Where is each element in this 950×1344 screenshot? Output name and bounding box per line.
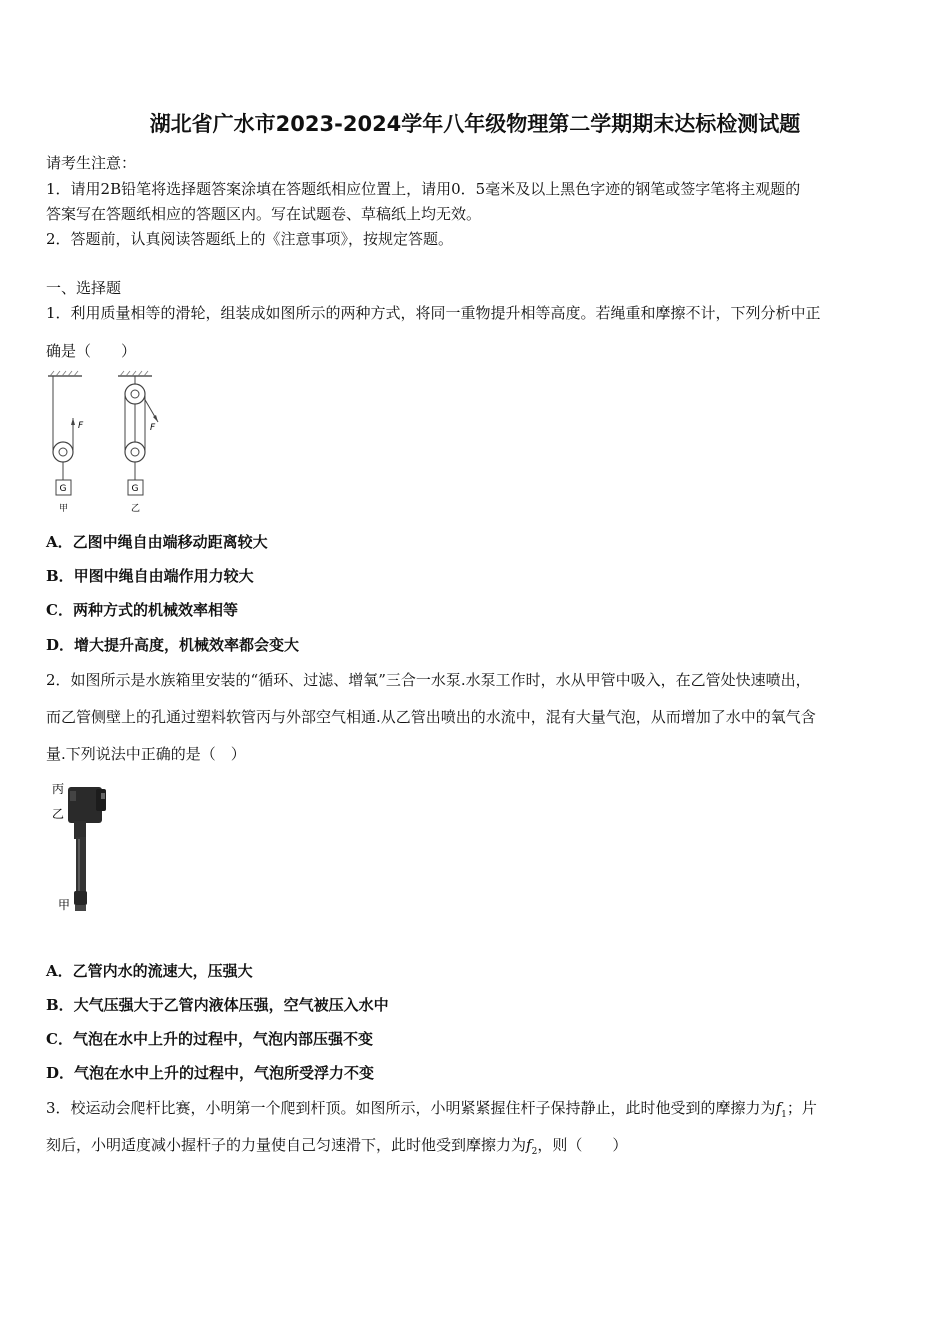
q2-option-c: C．气泡在水中上升的过程中，气泡内部压强不变 — [46, 1030, 373, 1048]
q2-option-a: A．乙管内水的流速大，压强大 — [46, 962, 253, 980]
q3-f2-sub: 2 — [531, 1147, 538, 1157]
q1-option-b: B．甲图中绳自由端作用力较大 — [46, 567, 254, 585]
q3-stem-part-4: ，则（ ） — [537, 1136, 628, 1154]
q1-option-c: C．两种方式的机械效率相等 — [46, 601, 238, 619]
q1-figure-label-right: 乙 — [131, 504, 141, 514]
q1-figure-force-right: F — [150, 423, 156, 433]
q2-figure-label-jia: 甲 — [58, 898, 71, 912]
section-heading: 一、选择题 — [46, 279, 122, 297]
q1-figure-weight-left: G — [59, 484, 67, 494]
q1-figure-force: F — [78, 421, 84, 431]
q2-stem-cont-1: 而乙管侧壁上的孔通过塑料软管丙与外部空气相通.从乙管出喷出的水流中，混有大量气泡，从而增加了水中的氧气含 — [46, 708, 816, 726]
q1-stem: 1．利用质量相等的滑轮，组装成如图所示的两种方式，将同一重物提升相等高度。若绳重和摩擦不计，下列分析中正 — [46, 304, 821, 322]
pump-figure — [46, 775, 116, 920]
q2-stem: 2．如图所示是水族箱里安装的“循环、过滤、增氧”三合一水泵.水泵工作时，水从甲管中吸入，在乙管处快速喷出， — [46, 671, 811, 689]
q1-figure-weight-right: G — [131, 484, 139, 494]
q2-figure-label-yi: 乙 — [52, 807, 65, 821]
notice-item-1-cont: 答案写在答题纸相应的答题区内。写在试题卷、草稿纸上均无效。 — [46, 205, 482, 223]
q1-option-d: D．增大提升高度，机械效率都会变大 — [46, 636, 300, 654]
q2-option-d: D．气泡在水中上升的过程中，气泡所受浮力不变 — [46, 1064, 375, 1082]
q2-figure-label-bing: 丙 — [52, 782, 65, 796]
q1-option-a: A．乙图中绳自由端移动距离较大 — [46, 533, 268, 551]
pulley-figure — [40, 370, 170, 518]
q3-f2: f — [526, 1136, 532, 1154]
q3-f1-sub: 1 — [781, 1110, 787, 1120]
q3-stem-part-3: 刻后，小明适度减小握杆子的力量使自己匀速滑下，此时他受到摩擦力为 — [46, 1136, 527, 1154]
notice-item-2: 2．答题前，认真阅读答题纸上的《注意事项》，按规定答题。 — [46, 230, 454, 248]
q1-stem-cont: 确是（ ） — [46, 342, 137, 360]
notice-heading: 请考生注意： — [46, 154, 137, 172]
q2-stem-cont-2: 量.下列说法中正确的是（ ） — [46, 745, 246, 763]
notice-item-1: 1．请用2B铅笔将选择题答案涂填在答题纸相应位置上，请用0．5毫米及以上黑色字迹的钢笔或签字笔将主观题的 — [46, 180, 801, 198]
q3-stem-part-2: ；片 — [786, 1099, 817, 1117]
page-title: 湖北省广水市2023-2024学年八年级物理第二学期期末达标检测试题 — [149, 112, 801, 136]
q3-stem-cont — [46, 1134, 627, 1157]
q1-figure-label-left: 甲 — [59, 504, 69, 514]
q3-stem-part-1: 3．校运动会爬杆比赛，小明第一个爬到杆顶。如图所示，小明紧紧握住杆子保持静止，此时他受到的摩擦力为 — [46, 1099, 776, 1117]
q2-option-b: B．大气压强大于乙管内液体压强，空气被压入水中 — [46, 996, 389, 1014]
q3-stem — [46, 1097, 817, 1120]
q3-f1: f — [775, 1099, 782, 1117]
